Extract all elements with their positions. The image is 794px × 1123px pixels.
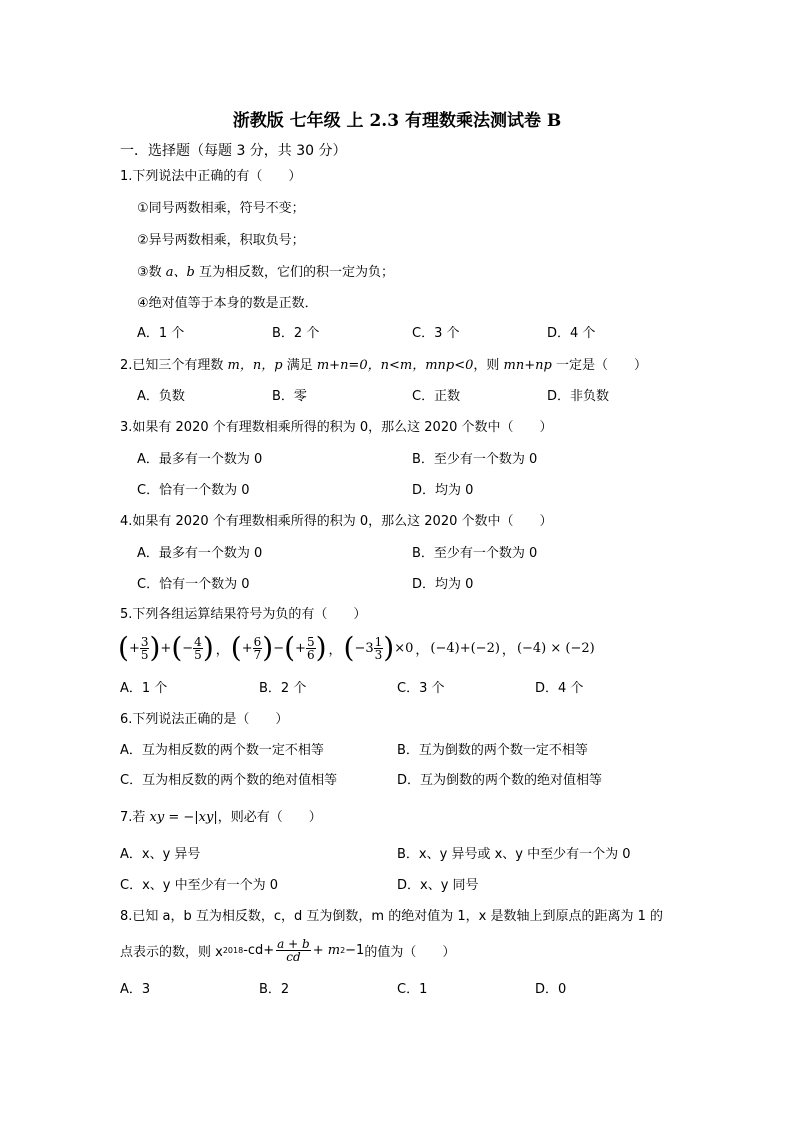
q6-stem: 6.下列说法正确的是（ ） bbox=[120, 712, 289, 727]
q1-option-b[interactable]: B．2 个 bbox=[272, 326, 320, 341]
q5-frac-5: $\frac{1}{3}$ bbox=[374, 634, 383, 662]
q8-fraction: $\frac{a + b}{cd}$ bbox=[277, 936, 310, 964]
q7-option-b[interactable]: B．x、y 异号或 x、y 中至少有一个为 0 bbox=[397, 847, 631, 862]
q8-line-1: 8.已知 a，b 互为相反数，c，d 互为倒数，m 的绝对值为 1，x 是数轴上到原点的距离为 1 的 bbox=[120, 909, 663, 924]
q3-option-c[interactable]: C．恰有一个数为 0 bbox=[137, 483, 250, 498]
q4-option-a[interactable]: A．最多有一个数为 0 bbox=[137, 546, 263, 561]
q2-stem-a: 2.已知三个有理数 bbox=[120, 358, 228, 373]
q2-stem bbox=[120, 354, 647, 373]
q7-option-c[interactable]: C．x、y 中至少有一个为 0 bbox=[120, 878, 278, 893]
q7-expression: xy = −|xy| bbox=[149, 810, 218, 825]
q5-option-c[interactable]: C．3 个 bbox=[397, 681, 445, 696]
q1-statement-2: ②异号两数相乘，积取负号； bbox=[137, 233, 305, 248]
q8-option-b[interactable]: B．2 bbox=[259, 982, 290, 997]
q3-stem: 3.如果有 2020 个有理数相乘所得的积为 0，那么这 2020 个数中（ ） bbox=[120, 420, 553, 435]
q2-vars: m，n，p bbox=[227, 358, 283, 373]
q2-stem-b: 满足 bbox=[282, 358, 317, 373]
q1-s3-vars: a、b bbox=[165, 265, 195, 280]
q4-stem: 4.如果有 2020 个有理数相乘所得的积为 0，那么这 2020 个数中（ ） bbox=[120, 514, 553, 529]
q1-statement-4: ④绝对值等于本身的数是正数． bbox=[137, 296, 318, 311]
q3-option-a[interactable]: A．最多有一个数为 0 bbox=[137, 452, 263, 467]
q4-option-b[interactable]: B．至少有一个数为 0 bbox=[412, 546, 538, 561]
q5-option-d[interactable]: D．4 个 bbox=[535, 681, 584, 696]
q5-frac-3: $\frac{6}{7}$ bbox=[253, 634, 262, 662]
q2-condition: m+n=0，n<m，mnp<0 bbox=[316, 358, 474, 373]
q1-option-a[interactable]: A．1 个 bbox=[137, 326, 185, 341]
q7-stem-b: ，则必有（ ） bbox=[217, 810, 322, 825]
q1-stem: 1.下列说法中正确的有（ ） bbox=[120, 169, 302, 184]
q8-option-c[interactable]: C．1 bbox=[397, 982, 428, 997]
q3-option-b[interactable]: B．至少有一个数为 0 bbox=[412, 452, 538, 467]
q8-line-2: 点表示的数，则 x 2018 -cd+ $\frac{a + b}{cd}$ + m 2 −1 的值为（ ） bbox=[120, 936, 456, 964]
q8-option-d[interactable]: D．0 bbox=[535, 982, 567, 997]
q5-option-a[interactable]: A．1 个 bbox=[120, 681, 168, 696]
q5-frac-2: $\frac{4}{5}$ bbox=[194, 634, 202, 662]
section-heading: 一．选择题（每题 3 分，共 30 分） bbox=[120, 143, 347, 159]
q5-frac-4: $\frac{5}{6}$ bbox=[306, 634, 315, 662]
q1-option-d[interactable]: D．4 个 bbox=[547, 326, 596, 341]
q2-option-d[interactable]: D．非负数 bbox=[547, 389, 610, 404]
q2-option-c[interactable]: C．正数 bbox=[412, 389, 461, 404]
q5-frac-1: $\frac{3}{5}$ bbox=[140, 634, 149, 662]
q5-expressions: ( + $\frac{3}{5}$ ) + ( − $\frac{4}{5}$ ) ， ( + $\frac{6}{7}$ ) − ( + $\frac{5}{6}$ ) ， ( −3 $\frac{1}{3}$ ) ×0 ， (−4)+(−2) ， (−4) × (−2) bbox=[118, 631, 595, 664]
q6-option-d[interactable]: D．互为倒数的两个数的绝对值相等 bbox=[397, 773, 603, 788]
q2-option-a[interactable]: A．负数 bbox=[137, 389, 185, 404]
q2-stem-c: ，则 bbox=[473, 358, 504, 373]
q2-stem-d: 一定是（ ） bbox=[551, 358, 647, 373]
q3-option-d[interactable]: D．均为 0 bbox=[412, 483, 474, 498]
q6-option-a[interactable]: A．互为相反数的两个数一定不相等 bbox=[120, 743, 324, 758]
q1-option-c[interactable]: C．3 个 bbox=[412, 326, 460, 341]
q8-option-a[interactable]: A．3 bbox=[120, 982, 151, 997]
q4-option-c[interactable]: C．恰有一个数为 0 bbox=[137, 577, 250, 592]
q6-option-c[interactable]: C．互为相反数的两个数的绝对值相等 bbox=[120, 773, 338, 788]
q6-option-b[interactable]: B．互为倒数的两个数一定不相等 bbox=[397, 743, 588, 758]
q7-option-d[interactable]: D．x、y 同号 bbox=[397, 878, 479, 893]
page-title: 浙教版 七年级 上 2.3 有理数乘法测试卷 B bbox=[232, 111, 562, 131]
q7-stem-a: 7.若 bbox=[120, 810, 150, 825]
q7-option-a[interactable]: A．x、y 异号 bbox=[120, 847, 201, 862]
q7-stem bbox=[120, 806, 322, 825]
q2-option-b[interactable]: B．零 bbox=[272, 389, 307, 404]
q1-s3-suffix: 互为相反数，它们的积一定为负； bbox=[194, 265, 395, 280]
q2-expression: mn+np bbox=[503, 358, 552, 373]
q1-s3-prefix: ③数 bbox=[137, 265, 166, 280]
q1-statement-1: ①同号两数相乘，符号不变； bbox=[137, 201, 305, 216]
q5-stem: 5.下列各组运算结果符号为负的有（ ） bbox=[120, 607, 367, 622]
q5-option-b[interactable]: B．2 个 bbox=[259, 681, 307, 696]
q1-statement-3 bbox=[137, 261, 394, 280]
q4-option-d[interactable]: D．均为 0 bbox=[412, 577, 474, 592]
